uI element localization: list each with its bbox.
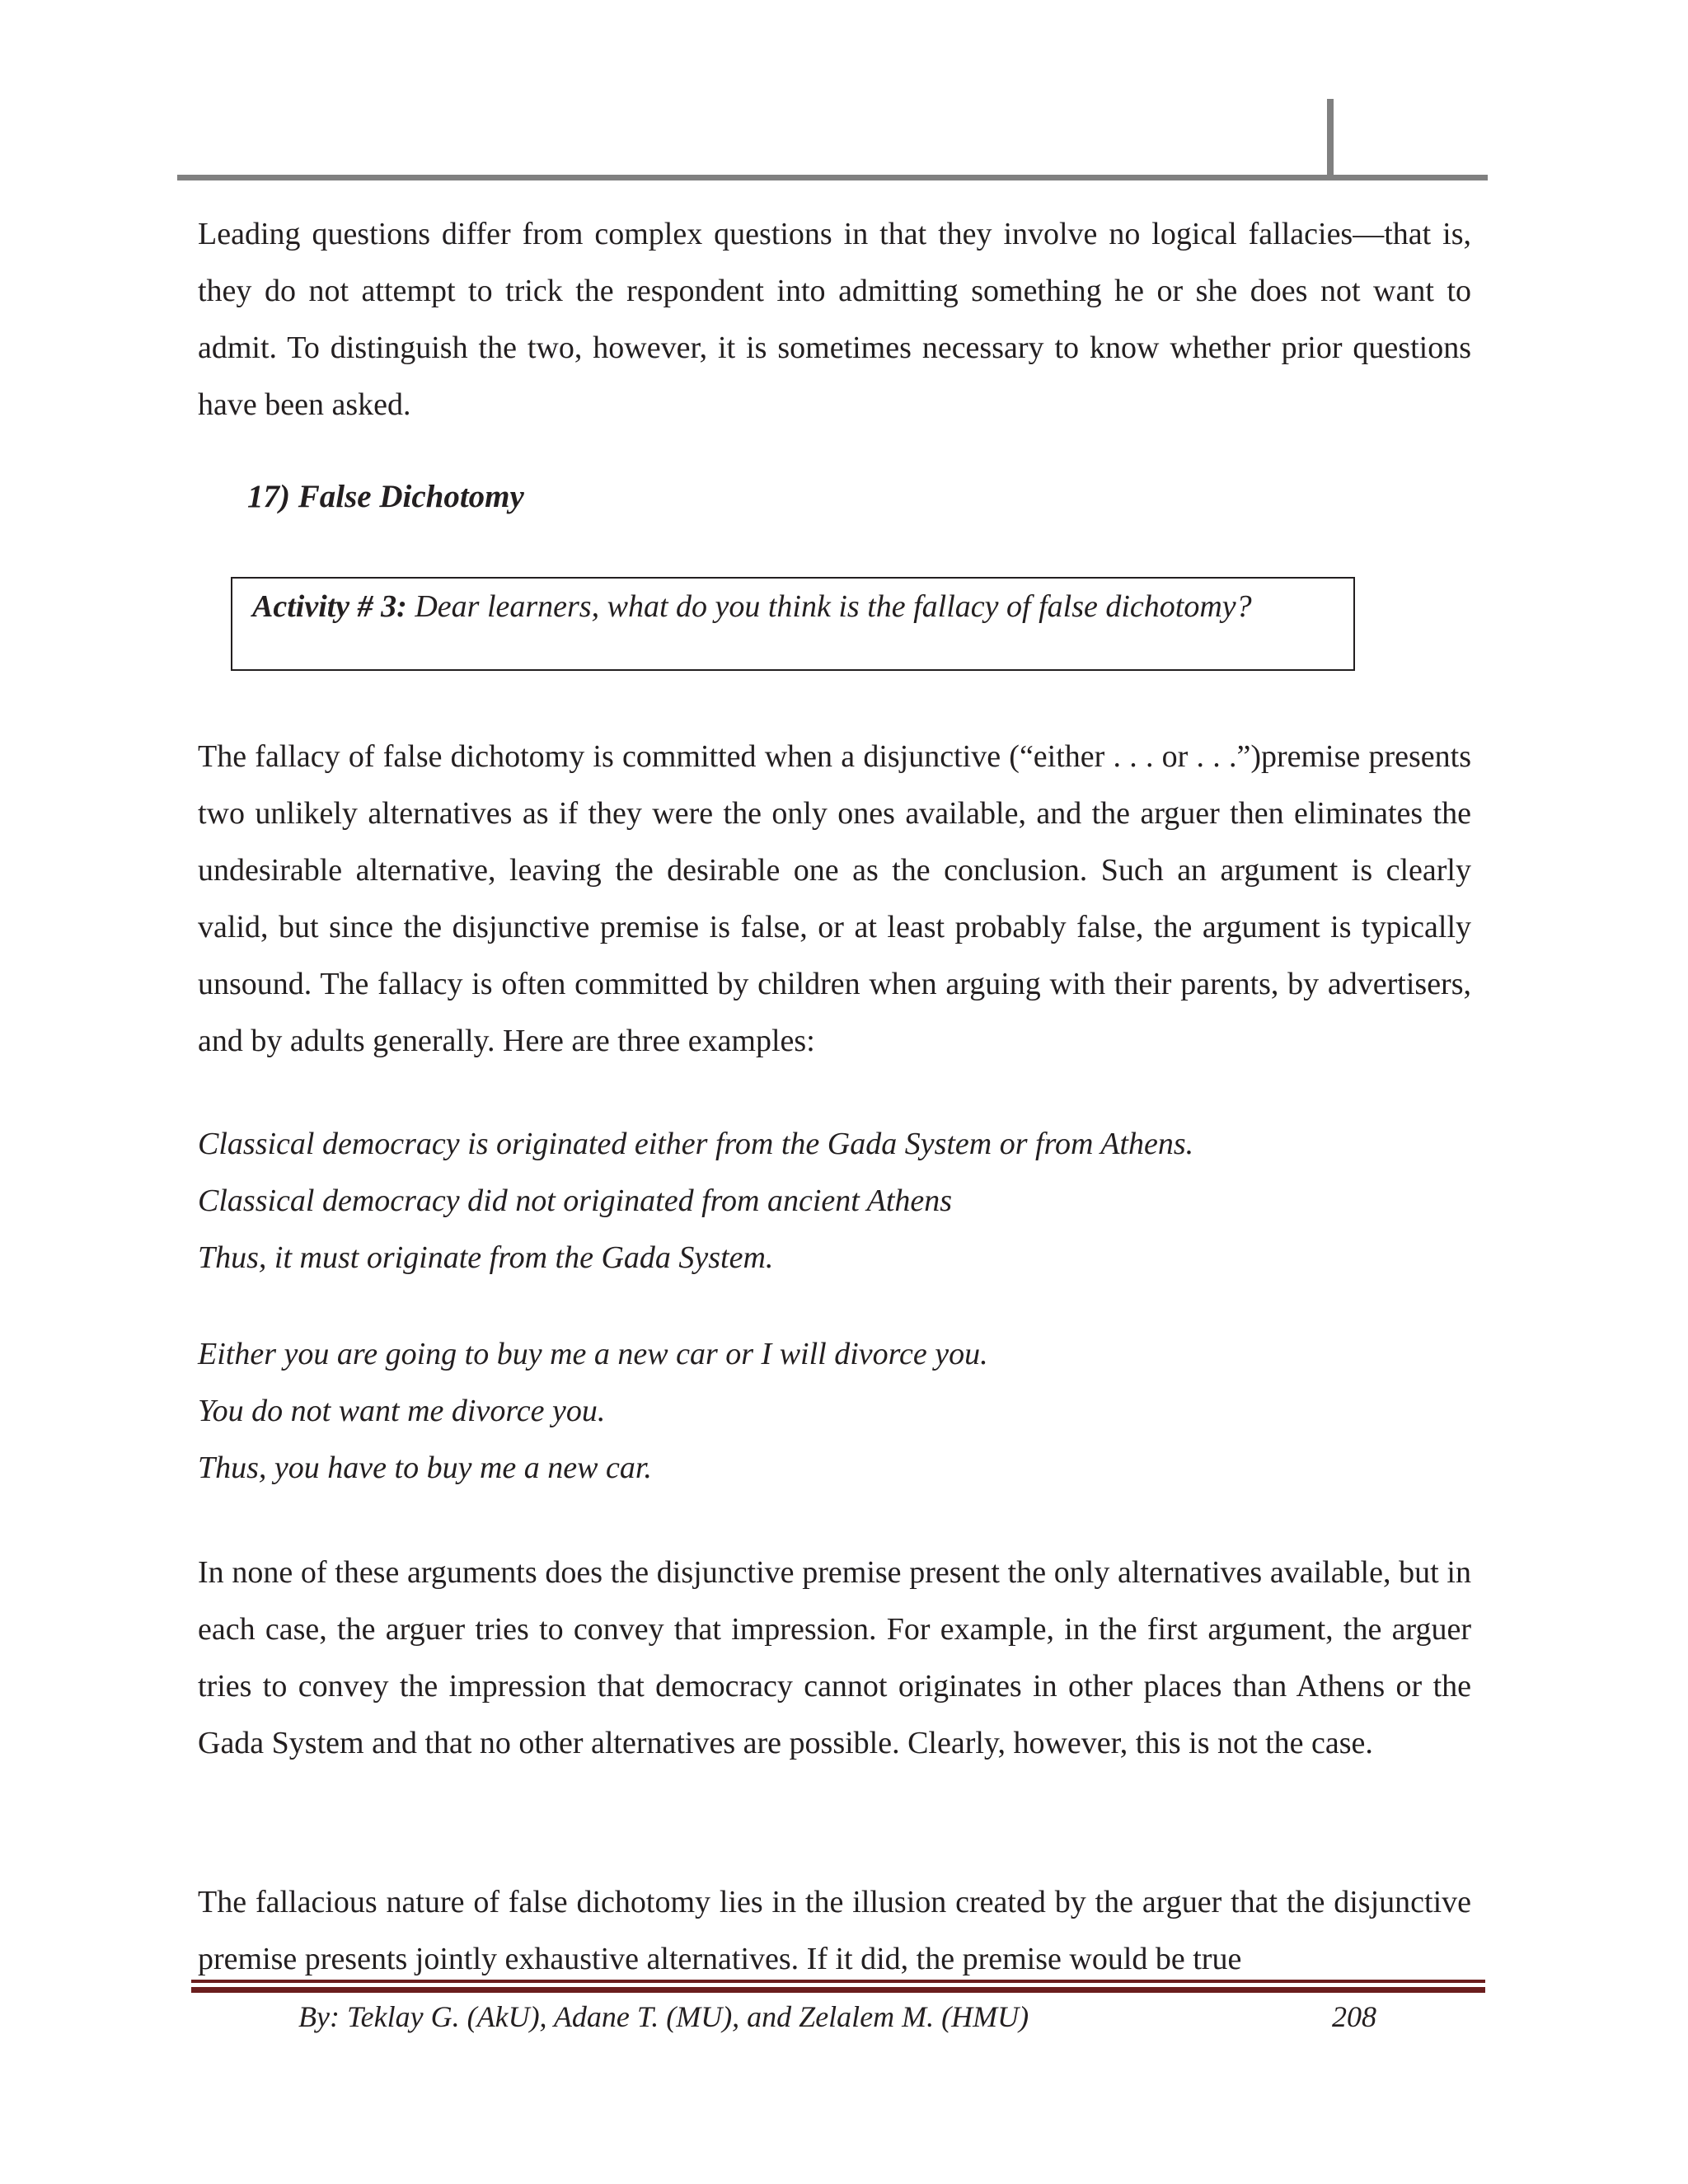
footer-rule-thin — [191, 1980, 1485, 1983]
example-line: You do not want me divorce you. — [198, 1394, 606, 1428]
example-argument-2 — [198, 1326, 988, 1497]
activity-question: Dear learners, what do you think is the fallacy of false dichotomy? — [406, 589, 1252, 624]
footer-authors: By: Teklay G. (AkU), Adane T. (MU), and Zelalem M. (HMU) — [298, 2000, 1029, 2033]
activity-label: Activity # 3: — [252, 589, 407, 624]
header-rule — [177, 175, 1488, 180]
example-line: Either you are going to buy me a new car or I will divorce you. — [198, 1337, 988, 1371]
example-line: Classical democracy did not originated from ancient Athens — [198, 1183, 953, 1218]
section-heading: 17) False Dichotomy — [247, 479, 524, 514]
paragraph-definition: The fallacy of false dichotomy is committed when a disjunctive (“either . . . or . . .”)premise presents two unlikely alternatives as if they were the only ones available, and the arguer then eliminates the undesirable alternative, leaving the desirable one as the conclusion. Such an argument is clearly valid, but since the disjunctive premise is false, or at least probably false, the argument is typically unsound. The fallacy is often committed by children when arguing with their parents, by advertisers, and by adults generally. Here are three examples: — [198, 739, 1471, 1058]
paragraph-analysis: In none of these arguments does the disjunctive premise present the only alternatives available, but in each case, the arguer tries to convey that impression. For example, in the first argument, the arguer tries to convey the impression that democracy cannot originates in other places than Athens or the Gada System and that no other alternatives are possible. Clearly, however, this is not the case. — [198, 1555, 1471, 1760]
footer-rule-thick — [191, 1987, 1485, 1993]
header-vertical-bar — [1327, 99, 1334, 177]
paragraph-fallacious-nature: The fallacious nature of false dichotomy lies in the illusion created by the arguer that the disjunctive premise presents jointly exhaustive alternatives. If it did, the premise would be true — [198, 1885, 1471, 1976]
example-line: Thus, it must originate from the Gada System. — [198, 1240, 774, 1275]
example-line: Classical democracy is originated either from the Gada System or from Athens. — [198, 1127, 1194, 1161]
example-line: Thus, you have to buy me a new car. — [198, 1451, 652, 1485]
example-argument-1 — [198, 1116, 1193, 1286]
paragraph-leading-questions: Leading questions differ from complex questions in that they involve no logical fallacies—that is, they do not attempt to trick the respondent into admitting something he or she does not want to admit. To distinguish the two, however, it is sometimes necessary to know whether prior questions have been asked. — [198, 217, 1471, 422]
page-number: 208 — [1332, 2000, 1376, 2033]
activity-box — [231, 577, 1355, 671]
